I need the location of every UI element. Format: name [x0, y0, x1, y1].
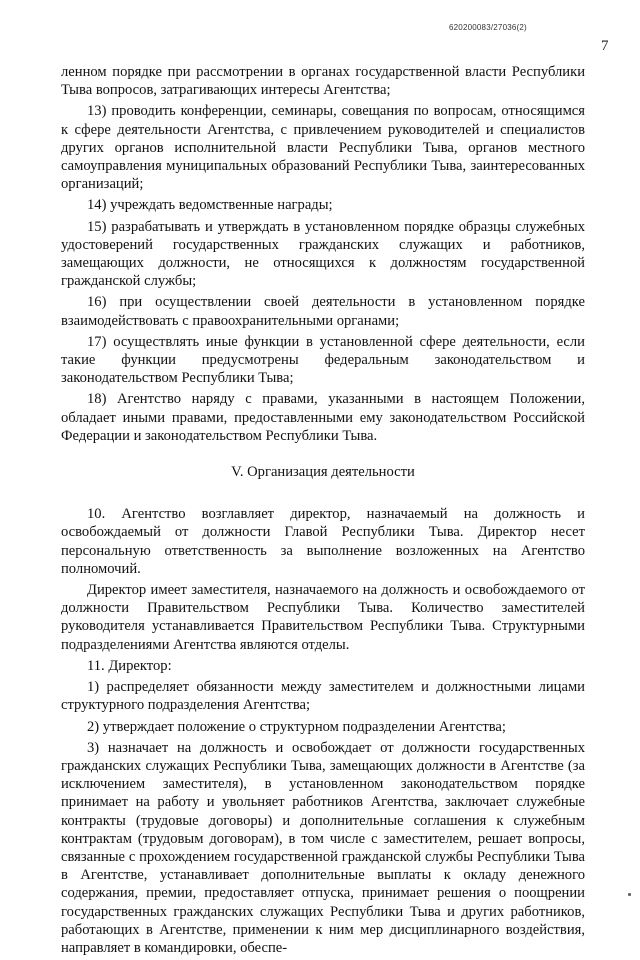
director-item-3: 3) назначает на должность и освобождает от должности государственных гражданских служащих Республики Тыва, замещающих должности в Агентстве (за исключением заместителя), в установленном законодательством порядке принимает на работу и увольняет работников Агентства, заключает служебные контракты (трудовые договоры) и дополнительные соглашения к служебным контрактам (трудовым договорам), в том числе с заместителем, решает вопросы, связанные с прохождением государственной гражданской службы Республики Тыва в Агентстве, устанавливает дополнительные выплаты к окладу денежного содержания, премии, предоставляет отпуска, принимает решения о поощрении государственных гражданских служащих Республики Тыва и других работников, работающих в Агентстве, применении к ним мер дисциплинарного воздействия, направляет в командировки, обеспе-	[61, 739, 585, 956]
document-code: 620200083/27036(2)	[449, 23, 527, 32]
page-number: 7	[601, 38, 609, 54]
document-body	[61, 63, 585, 960]
list-item-14: 14) учреждать ведомственные награды;	[87, 197, 333, 214]
section-heading: V. Организация деятельности	[231, 464, 415, 481]
director-item-2: 2) утверждает положение о структурном подразделении Агентства;	[87, 718, 506, 735]
paragraph-10: 10. Агентство возглавляет директор, назначаемый на должность и освобождаемый от должности Главой Республики Тыва. Директор несет персональную ответственность за выполнение возложенных на Агентство полномочий.	[61, 506, 585, 577]
list-item-18: 18) Агентство наряду с правами, указанными в настоящем Положении, обладает иными правами, предоставленными ему законодательством Российской Федерации и законодательством Республики Тыва.	[61, 391, 585, 444]
paragraph-11: 11. Директор:	[87, 657, 172, 674]
director-item-1: 1) распределяет обязанности между заместителем и должностными лицами структурного подразделения Агентства;	[61, 679, 585, 714]
list-item-13: 13) проводить конференции, семинары, совещания по вопросам, относящимся к сфере деятельности Агентства, с привлечением руководителей и специалистов других органов исполнительной власти Республики Тыва, органов местного самоуправления муниципальных образований Республики Тыва, заинтересованных организаций;	[61, 103, 585, 193]
paragraph-continuation: ленном порядке при рассмотрении в органах государственной власти Республики Тыва вопросов, затрагивающих интересы Агентства;	[61, 64, 585, 99]
scan-speck	[628, 893, 631, 896]
list-item-15: 15) разрабатывать и утверждать в установленном порядке образцы служебных удостоверений государственных гражданских служащих и работников, замещающих должности, не относящихся к должностям государственной гражданской службы;	[61, 218, 585, 290]
list-item-17: 17) осуществлять иные функции в установленной сфере деятельности, если такие функции предусмотрены федеральным законодательством и законодательством Республики Тыва;	[61, 333, 585, 387]
list-item-16: 16) при осуществлении своей деятельности в установленном порядке взаимодействовать с правоохранительными органами;	[61, 294, 585, 329]
paragraph-deputy: Директор имеет заместителя, назначаемого на должность и освобождаемого от должности Правительством Республики Тыва. Количество заместителей руководителя устанавливается Правительством Республики Тыва. Структурными подразделениями Агентства являются отделы.	[61, 582, 585, 653]
